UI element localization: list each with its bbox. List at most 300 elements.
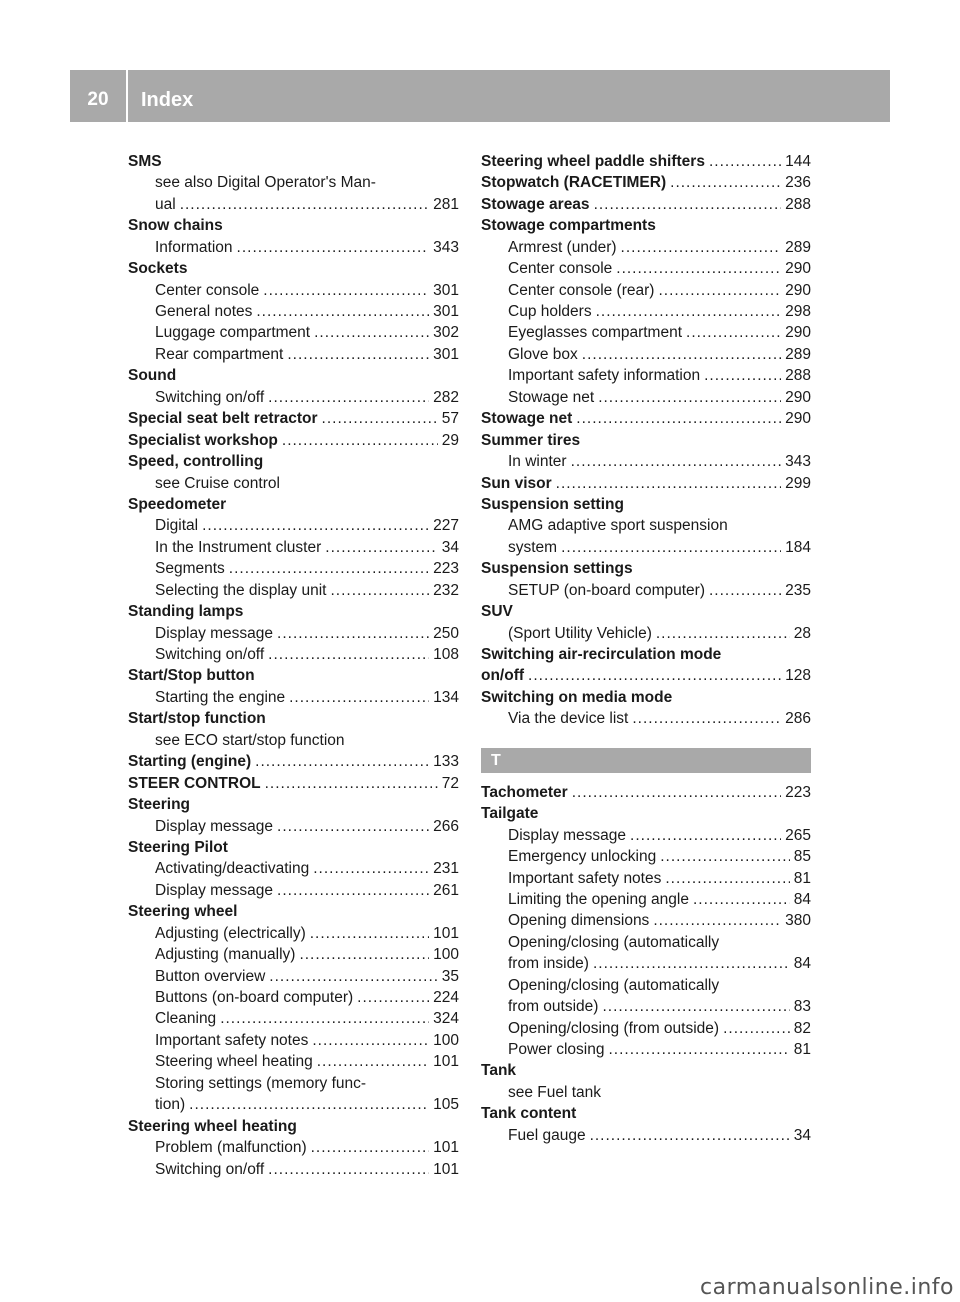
page-reference[interactable]: 302 xyxy=(433,324,459,342)
index-entry xyxy=(481,151,811,172)
dot-leader xyxy=(571,451,782,472)
index-entry xyxy=(128,151,459,172)
entry-text: Specialist workshop xyxy=(128,431,278,449)
page-number: 20 xyxy=(87,89,109,110)
index-subentry xyxy=(128,1030,459,1051)
page-reference[interactable]: 261 xyxy=(433,881,459,899)
index-entry xyxy=(128,708,459,729)
entry-text: Information xyxy=(155,238,233,256)
entry-text: Stowage compartments xyxy=(481,217,656,235)
dot-leader xyxy=(609,1039,790,1060)
index-entry xyxy=(128,794,459,815)
index-entry xyxy=(481,687,811,708)
dot-leader xyxy=(311,1137,430,1158)
dot-leader xyxy=(312,1030,429,1051)
page-reference[interactable]: 134 xyxy=(433,688,459,706)
page-reference[interactable]: 223 xyxy=(785,783,811,801)
index-subentry xyxy=(128,730,459,751)
index-subentry xyxy=(128,623,459,644)
page-reference[interactable]: 290 xyxy=(785,410,811,428)
page-reference[interactable]: 101 xyxy=(433,1053,459,1071)
entry-text: In winter xyxy=(508,453,567,471)
page-reference[interactable]: 286 xyxy=(785,710,811,728)
dot-leader xyxy=(268,644,429,665)
dot-leader xyxy=(256,301,429,322)
dot-leader xyxy=(632,708,781,729)
index-subentry xyxy=(481,932,811,953)
dot-leader xyxy=(289,687,429,708)
entry-text: Switching on/off xyxy=(155,388,265,406)
entry-text: Start/stop function xyxy=(128,710,266,728)
entry-text: Summer tires xyxy=(481,431,581,449)
index-entry xyxy=(481,408,811,429)
dot-leader xyxy=(590,1125,790,1146)
page-reference[interactable]: 223 xyxy=(433,560,459,578)
entry-text: Adjusting (electrically) xyxy=(155,924,306,942)
index-subentry xyxy=(481,323,811,344)
page-reference[interactable]: 290 xyxy=(785,324,811,342)
entry-text: Display message xyxy=(155,881,274,899)
page-reference[interactable]: 29 xyxy=(441,431,459,449)
entry-text: system xyxy=(508,538,558,556)
entry-text: Display message xyxy=(155,624,274,642)
page-reference[interactable]: 81 xyxy=(793,869,811,887)
dot-leader xyxy=(255,751,429,772)
dot-leader xyxy=(263,280,429,301)
entry-text: Via the device list xyxy=(508,710,629,728)
dot-leader xyxy=(528,666,781,687)
index-subentry xyxy=(128,301,459,322)
index-entry xyxy=(128,430,459,451)
index-subentry xyxy=(128,172,459,193)
page-reference[interactable]: 101 xyxy=(433,1160,459,1178)
dot-leader xyxy=(686,323,781,344)
page-reference[interactable]: 301 xyxy=(433,303,459,321)
index-subentry xyxy=(481,451,811,472)
dot-leader xyxy=(202,515,429,536)
index-subentry xyxy=(128,344,459,365)
dot-leader xyxy=(656,623,790,644)
entry-text: Digital xyxy=(155,517,199,535)
dot-leader xyxy=(572,782,781,803)
index-subentry xyxy=(128,1159,459,1180)
entry-text: Fuel gauge xyxy=(508,1126,586,1144)
page-reference[interactable]: 343 xyxy=(785,453,811,471)
page-reference[interactable]: 108 xyxy=(433,646,459,664)
dot-leader xyxy=(220,1009,429,1030)
dot-leader xyxy=(299,944,429,965)
index-entry xyxy=(481,172,811,193)
dot-leader xyxy=(582,344,781,365)
section-spacer xyxy=(481,730,811,737)
page-reference[interactable]: 290 xyxy=(785,260,811,278)
index-list-left xyxy=(128,151,459,1180)
index-entry xyxy=(481,215,811,236)
page-reference[interactable]: 289 xyxy=(785,238,811,256)
index-subentry xyxy=(481,1018,811,1039)
entry-text: STEER CONTROL xyxy=(128,774,261,792)
dot-leader xyxy=(282,430,438,451)
entry-text: tion) xyxy=(155,1096,186,1114)
entry-text: Steering Pilot xyxy=(128,838,228,856)
entry-text: Important safety notes xyxy=(155,1031,309,1049)
entry-text: Storing settings (memory func- xyxy=(155,1074,367,1092)
entry-text: see also Digital Operator's Man- xyxy=(155,174,376,192)
dot-leader xyxy=(229,558,429,579)
entry-text: Activating/deactivating xyxy=(155,860,310,878)
entry-text: Armrest (under) xyxy=(508,238,617,256)
index-entry xyxy=(481,803,811,824)
entry-text: Switching on/off xyxy=(155,1160,265,1178)
entry-text: Starting the engine xyxy=(155,688,286,706)
entry-text: on/off xyxy=(481,667,525,685)
entry-text: Snow chains xyxy=(128,217,223,235)
page-reference[interactable]: 298 xyxy=(785,303,811,321)
entry-text: Opening/closing (automatically xyxy=(508,976,720,994)
dot-leader xyxy=(268,387,429,408)
entry-text: Glove box xyxy=(508,345,578,363)
page-reference[interactable]: 224 xyxy=(433,989,459,1007)
entry-text: Stowage areas xyxy=(481,195,590,213)
page-reference[interactable]: 35 xyxy=(441,967,459,985)
entry-text: Display message xyxy=(508,826,627,844)
index-subentry xyxy=(481,280,811,301)
index-entry xyxy=(128,601,459,622)
index-subentry xyxy=(481,825,811,846)
dot-leader xyxy=(596,301,782,322)
entry-text: see ECO start/stop function xyxy=(155,731,345,749)
page-reference[interactable]: 266 xyxy=(433,817,459,835)
dot-leader xyxy=(594,194,782,215)
entry-text: Steering wheel paddle shifters xyxy=(481,152,705,170)
index-entry xyxy=(128,258,459,279)
header-divider xyxy=(126,70,128,122)
index-subentry xyxy=(128,387,459,408)
page-reference[interactable]: 236 xyxy=(785,174,811,192)
index-entry xyxy=(481,601,811,622)
entry-text: Problem (malfunction) xyxy=(155,1139,307,1157)
entry-text: SMS xyxy=(128,152,162,170)
dot-leader xyxy=(598,387,781,408)
index-entry xyxy=(128,1116,459,1137)
entry-text: Stowage net xyxy=(481,410,573,428)
page-reference[interactable]: 290 xyxy=(785,388,811,406)
index-list-t xyxy=(481,782,811,1146)
page-reference[interactable]: 380 xyxy=(785,912,811,930)
entry-text: Stopwatch (RACETIMER) xyxy=(481,174,667,192)
index-subentry xyxy=(481,846,811,867)
index-subentry xyxy=(481,868,811,889)
entry-text: Cup holders xyxy=(508,303,592,321)
index-subentry xyxy=(128,515,459,536)
index-subentry xyxy=(481,580,811,601)
dot-leader xyxy=(602,996,789,1017)
dot-leader xyxy=(704,365,781,386)
entry-text: Steering wheel heating xyxy=(128,1117,297,1135)
entry-text: Switching air-recirculation mode xyxy=(481,646,722,664)
dot-leader xyxy=(277,880,429,901)
index-entry xyxy=(128,408,459,429)
dot-leader xyxy=(277,623,429,644)
index-subentry xyxy=(128,880,459,901)
entry-text: Suspension settings xyxy=(481,560,633,578)
page-reference[interactable]: 83 xyxy=(793,998,811,1016)
entry-text: Buttons (on-board computer) xyxy=(155,989,354,1007)
page-reference[interactable]: 282 xyxy=(433,388,459,406)
index-entry xyxy=(481,644,811,665)
dot-leader xyxy=(658,280,781,301)
page-reference[interactable]: 184 xyxy=(785,538,811,556)
entry-text: In the Instrument cluster xyxy=(155,538,322,556)
dot-leader xyxy=(314,323,429,344)
index-entry xyxy=(481,194,811,215)
index-entry xyxy=(128,494,459,515)
page-reference[interactable]: 235 xyxy=(785,581,811,599)
dot-leader xyxy=(630,825,781,846)
dot-leader xyxy=(561,537,781,558)
dot-leader xyxy=(593,953,790,974)
page-reference[interactable]: 28 xyxy=(793,624,811,642)
dot-leader xyxy=(556,473,781,494)
index-entry xyxy=(481,1103,811,1124)
entry-text: Switching on media mode xyxy=(481,688,673,706)
index-subentry xyxy=(128,1051,459,1072)
dot-leader xyxy=(237,237,430,258)
entry-text: Limiting the opening angle xyxy=(508,890,689,908)
page-reference[interactable]: 81 xyxy=(793,1041,811,1059)
dot-leader xyxy=(653,910,781,931)
entry-text: Adjusting (manually) xyxy=(155,946,296,964)
entry-text: Standing lamps xyxy=(128,603,244,621)
page-reference[interactable]: 265 xyxy=(785,826,811,844)
index-entry xyxy=(128,215,459,236)
page-reference[interactable]: 128 xyxy=(785,667,811,685)
entry-text: Tank xyxy=(481,1062,517,1080)
index-entry xyxy=(128,451,459,472)
index-entry xyxy=(481,782,811,803)
dot-leader xyxy=(269,966,437,987)
page-reference[interactable]: 100 xyxy=(433,946,459,964)
page-reference[interactable]: 85 xyxy=(793,848,811,866)
index-entry xyxy=(481,558,811,579)
index-subentry xyxy=(481,301,811,322)
index-subentry xyxy=(128,580,459,601)
entry-text: Center console xyxy=(508,260,613,278)
index-subentry xyxy=(128,687,459,708)
entry-text: from inside) xyxy=(508,955,589,973)
page-reference[interactable]: 34 xyxy=(793,1126,811,1144)
entry-text: Suspension setting xyxy=(481,495,624,513)
entry-text: Segments xyxy=(155,560,225,578)
index-subentry xyxy=(481,708,811,729)
entry-text: Center console xyxy=(155,281,260,299)
index-column-right xyxy=(481,151,811,1146)
dot-leader xyxy=(322,408,438,429)
index-subentry xyxy=(128,280,459,301)
entry-text: Opening dimensions xyxy=(508,912,650,930)
entry-text: Start/Stop button xyxy=(128,667,255,685)
index-subentry xyxy=(481,975,811,996)
index-subentry xyxy=(128,966,459,987)
page-reference[interactable]: 290 xyxy=(785,281,811,299)
dot-leader xyxy=(265,773,438,794)
entry-text: Switching on/off xyxy=(155,646,265,664)
page-reference[interactable]: 133 xyxy=(433,753,459,771)
index-subentry xyxy=(128,473,459,494)
entry-text: Speedometer xyxy=(128,495,227,513)
page-reference[interactable]: 227 xyxy=(433,517,459,535)
index-subentry xyxy=(128,237,459,258)
entry-text: Opening/closing (from outside) xyxy=(508,1019,720,1037)
dot-leader xyxy=(709,580,781,601)
page-title: Index xyxy=(141,89,194,111)
index-subentry xyxy=(481,537,811,558)
index-subentry xyxy=(128,1009,459,1030)
entry-text: Display message xyxy=(155,817,274,835)
page-reference[interactable]: 144 xyxy=(785,152,811,170)
dot-leader xyxy=(709,151,781,172)
dot-leader xyxy=(693,889,790,910)
page-reference[interactable]: 324 xyxy=(433,1010,459,1028)
index-subentry xyxy=(128,323,459,344)
entry-text: Cleaning xyxy=(155,1010,217,1028)
index-entry xyxy=(481,1061,811,1082)
page-reference[interactable]: 34 xyxy=(441,538,459,556)
entry-text: Steering xyxy=(128,796,191,814)
page-reference[interactable]: 281 xyxy=(433,195,459,213)
entry-text: General notes xyxy=(155,303,253,321)
entry-text: (Sport Utility Vehicle) xyxy=(508,624,652,642)
entry-text: Opening/closing (automatically xyxy=(508,933,720,951)
index-list-s xyxy=(481,151,811,730)
dot-leader xyxy=(616,258,781,279)
entry-text: Steering wheel xyxy=(128,903,238,921)
dot-leader xyxy=(268,1159,429,1180)
page-reference[interactable]: 250 xyxy=(433,624,459,642)
index-subentry xyxy=(128,537,459,558)
index-subentry xyxy=(481,910,811,931)
index-subentry xyxy=(128,987,459,1008)
index-subentry xyxy=(481,515,811,536)
page-reference[interactable]: 288 xyxy=(785,195,811,213)
dot-leader xyxy=(325,537,437,558)
index-entry xyxy=(128,837,459,858)
index-entry xyxy=(481,430,811,451)
entry-text: Eyeglasses compartment xyxy=(508,324,683,342)
index-entry xyxy=(481,473,811,494)
watermark: carmanualsonline.info xyxy=(700,1275,954,1300)
entry-text: Special seat belt retractor xyxy=(128,410,318,428)
index-subentry xyxy=(128,1137,459,1158)
entry-text: Button overview xyxy=(155,967,266,985)
dot-leader xyxy=(621,237,782,258)
entry-text: ual xyxy=(155,195,176,213)
page-reference[interactable]: 105 xyxy=(433,1096,459,1114)
page-reference[interactable]: 84 xyxy=(793,955,811,973)
index-subentry xyxy=(481,623,811,644)
entry-text: see Cruise control xyxy=(155,474,280,492)
page-reference[interactable]: 299 xyxy=(785,474,811,492)
page-reference[interactable]: 101 xyxy=(433,1139,459,1157)
dot-leader xyxy=(313,858,429,879)
entry-text: Tank content xyxy=(481,1105,577,1123)
page-reference[interactable]: 72 xyxy=(441,774,459,792)
entry-text: Important safety notes xyxy=(508,869,662,887)
index-subentry xyxy=(481,953,811,974)
page-reference[interactable]: 288 xyxy=(785,367,811,385)
dot-leader xyxy=(660,846,790,867)
index-column-left xyxy=(128,151,459,1180)
index-subentry xyxy=(128,194,459,215)
page-reference[interactable]: 100 xyxy=(433,1031,459,1049)
entry-text: Speed, controlling xyxy=(128,453,264,471)
dot-leader xyxy=(576,408,781,429)
entry-text: from outside) xyxy=(508,998,599,1016)
entry-text: Starting (engine) xyxy=(128,753,252,771)
index-subentry xyxy=(128,644,459,665)
entry-text: Rear compartment xyxy=(155,345,284,363)
page-reference[interactable]: 57 xyxy=(441,410,459,428)
entry-text: SETUP (on-board computer) xyxy=(508,581,705,599)
index-entry xyxy=(481,666,811,687)
page-reference[interactable]: 232 xyxy=(433,581,459,599)
index-subentry xyxy=(481,1082,811,1103)
index-subentry xyxy=(481,387,811,408)
dot-leader xyxy=(357,987,429,1008)
entry-text: Center console (rear) xyxy=(508,281,655,299)
entry-text: Tachometer xyxy=(481,783,568,801)
page-reference[interactable]: 301 xyxy=(433,345,459,363)
index-entry xyxy=(128,773,459,794)
dot-leader xyxy=(287,344,429,365)
index-subentry xyxy=(481,996,811,1017)
page-reference[interactable]: 289 xyxy=(785,345,811,363)
dot-leader xyxy=(330,580,429,601)
index-subentry xyxy=(481,889,811,910)
page-reference[interactable]: 301 xyxy=(433,281,459,299)
index-subentry xyxy=(128,944,459,965)
index-entry xyxy=(481,494,811,515)
index-subentry xyxy=(128,816,459,837)
entry-text: AMG adaptive sport suspension xyxy=(508,517,728,535)
index-subentry xyxy=(128,923,459,944)
entry-text: see Fuel tank xyxy=(508,1083,602,1101)
entry-text: Sun visor xyxy=(481,474,552,492)
dot-leader xyxy=(670,172,781,193)
section-header-t xyxy=(481,748,811,773)
entry-text: Power closing xyxy=(508,1041,605,1059)
index-subentry xyxy=(481,258,811,279)
page-reference[interactable]: 82 xyxy=(793,1019,811,1037)
page-reference[interactable]: 231 xyxy=(433,860,459,878)
page-reference[interactable]: 343 xyxy=(433,238,459,256)
dot-leader xyxy=(665,868,789,889)
entry-text: Emergency unlocking xyxy=(508,848,657,866)
section-letter: T xyxy=(491,751,501,769)
entry-text: Luggage compartment xyxy=(155,324,311,342)
entry-text: Tailgate xyxy=(481,805,539,823)
entry-text: Steering wheel heating xyxy=(155,1053,313,1071)
entry-text: SUV xyxy=(481,603,513,621)
index-entry xyxy=(128,666,459,687)
page-reference[interactable]: 84 xyxy=(793,890,811,908)
index-subentry xyxy=(128,858,459,879)
index-subentry xyxy=(128,1094,459,1115)
dot-leader xyxy=(317,1051,429,1072)
index-subentry xyxy=(481,1125,811,1146)
entry-text: Stowage net xyxy=(508,388,595,406)
page-reference[interactable]: 101 xyxy=(433,924,459,942)
